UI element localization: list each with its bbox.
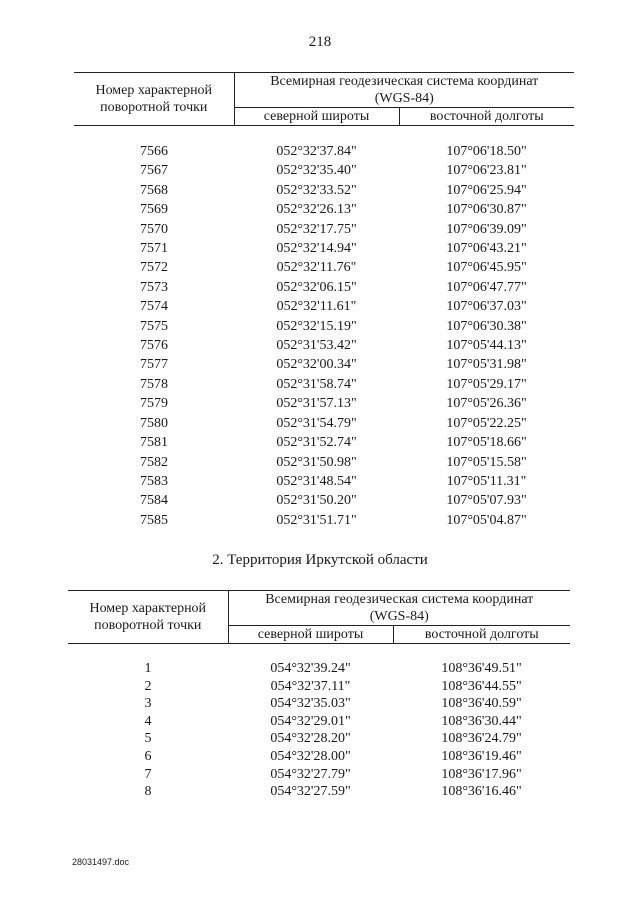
table-row bbox=[68, 695, 570, 713]
table-row bbox=[74, 297, 574, 316]
point-number-cell: 2 bbox=[144, 678, 152, 694]
longitude-cell: 107°06'47.77" bbox=[446, 279, 527, 295]
latitude-cell: 052°32'26.13" bbox=[276, 202, 357, 218]
coordinate-system-header-line-2: (WGS-84) bbox=[374, 91, 434, 106]
document-filename: 28031497.doc bbox=[72, 857, 130, 867]
table-row bbox=[68, 660, 570, 678]
longitude-cell: 108°36'16.46" bbox=[441, 784, 522, 800]
table-row bbox=[68, 713, 570, 731]
point-number-cell: 3 bbox=[144, 696, 152, 712]
longitude-cell: 108°36'49.51" bbox=[441, 661, 522, 676]
latitude-cell: 052°32'17.75" bbox=[276, 221, 357, 237]
table-row bbox=[74, 181, 574, 200]
latitude-cell: 052°32'15.19" bbox=[276, 318, 357, 334]
table-row bbox=[68, 783, 570, 801]
point-number-cell: 7585 bbox=[140, 512, 168, 528]
table-row bbox=[74, 200, 574, 219]
point-number-cell: 7573 bbox=[140, 279, 168, 295]
longitude-header: восточной долготы bbox=[399, 108, 574, 126]
longitude-cell: 107°06'39.09" bbox=[446, 221, 527, 237]
latitude-cell: 052°31'54.79" bbox=[276, 415, 357, 431]
longitude-cell: 108°36'19.46" bbox=[441, 748, 522, 764]
point-number-cell: 7569 bbox=[140, 202, 168, 218]
longitude-cell: 108°36'24.79" bbox=[441, 731, 522, 747]
point-number-cell: 8 bbox=[144, 784, 152, 800]
point-number-header-line-2: поворотной точки bbox=[100, 100, 208, 115]
coordinate-system-header bbox=[234, 73, 574, 108]
table-row bbox=[68, 730, 570, 748]
table-row bbox=[74, 375, 574, 394]
latitude-cell: 052°31'58.74" bbox=[276, 376, 357, 392]
longitude-cell: 107°05'31.98" bbox=[446, 357, 527, 373]
table-row bbox=[74, 433, 574, 452]
latitude-cell: 054°32'35.03" bbox=[270, 696, 351, 712]
longitude-cell: 107°06'18.50" bbox=[446, 144, 527, 159]
table-row bbox=[74, 472, 574, 491]
table-row bbox=[74, 453, 574, 472]
latitude-cell: 052°31'52.74" bbox=[276, 435, 357, 451]
latitude-cell: 052°31'48.54" bbox=[276, 473, 357, 489]
point-number-cell: 5 bbox=[144, 731, 152, 747]
latitude-cell: 052°32'35.40" bbox=[276, 163, 357, 179]
point-number-cell: 7576 bbox=[140, 338, 168, 354]
longitude-cell: 108°36'30.44" bbox=[441, 713, 522, 729]
longitude-cell: 107°05'44.13" bbox=[446, 338, 527, 354]
latitude-cell: 052°31'51.71" bbox=[276, 512, 357, 528]
table-row bbox=[68, 678, 570, 696]
longitude-cell: 107°05'15.58" bbox=[446, 454, 527, 470]
coordinate-system-header-line-1: Всемирная геодезическая система координат bbox=[265, 592, 534, 607]
latitude-cell: 052°32'11.61" bbox=[276, 299, 357, 315]
point-number-cell: 7582 bbox=[140, 454, 168, 470]
longitude-cell: 107°06'25.94" bbox=[446, 182, 527, 198]
latitude-cell: 052°31'53.42" bbox=[276, 338, 357, 354]
latitude-cell: 054°32'28.00" bbox=[270, 748, 351, 764]
table-row bbox=[74, 414, 574, 433]
point-number-cell: 7578 bbox=[140, 376, 168, 392]
point-number-cell: 7568 bbox=[140, 182, 168, 198]
table-row bbox=[74, 278, 574, 297]
latitude-cell: 052°32'11.76" bbox=[276, 260, 357, 276]
longitude-cell: 107°06'23.81" bbox=[446, 163, 527, 179]
latitude-cell: 052°31'50.20" bbox=[276, 493, 357, 509]
table-row bbox=[74, 142, 574, 161]
coordinate-system-header-line-1: Всемирная геодезическая система координат bbox=[270, 74, 539, 89]
longitude-cell: 108°36'17.96" bbox=[441, 766, 522, 782]
longitude-cell: 107°05'04.87" bbox=[446, 512, 527, 528]
point-number-cell: 7580 bbox=[140, 415, 168, 431]
longitude-cell: 107°06'30.87" bbox=[446, 202, 527, 218]
latitude-header: северной широты bbox=[228, 626, 393, 644]
longitude-cell: 107°06'30.38" bbox=[446, 318, 527, 334]
table-body bbox=[68, 644, 570, 801]
table-row bbox=[68, 748, 570, 766]
latitude-cell: 052°32'33.52" bbox=[276, 182, 357, 198]
section-title: 2. Территория Иркутской области bbox=[212, 552, 428, 568]
longitude-cell: 107°06'43.21" bbox=[446, 241, 527, 257]
latitude-cell: 054°32'27.79" bbox=[270, 766, 351, 782]
coordinates-table-1 bbox=[74, 72, 574, 530]
table-row bbox=[74, 336, 574, 355]
page-number: 218 bbox=[308, 34, 332, 50]
point-number-cell: 7584 bbox=[140, 493, 168, 509]
coordinate-system-header-line-2: (WGS-84) bbox=[369, 609, 429, 624]
latitude-cell: 052°32'14.94" bbox=[276, 241, 357, 257]
table-row bbox=[74, 258, 574, 277]
table-row bbox=[74, 239, 574, 258]
point-number-header bbox=[74, 73, 234, 126]
longitude-cell: 107°06'45.95" bbox=[446, 260, 527, 276]
latitude-cell: 052°31'57.13" bbox=[276, 396, 357, 412]
latitude-cell: 052°32'00.34" bbox=[276, 357, 357, 373]
longitude-cell: 107°05'29.17" bbox=[446, 376, 527, 392]
latitude-cell: 054°32'27.59" bbox=[270, 784, 351, 800]
point-number-cell: 7574 bbox=[140, 299, 168, 315]
point-number-header-line-1: Номер характерной bbox=[89, 601, 207, 616]
point-number-cell: 7579 bbox=[140, 396, 168, 412]
point-number-cell: 7583 bbox=[140, 473, 168, 489]
point-number-cell: 7571 bbox=[140, 241, 168, 257]
point-number-cell: 7572 bbox=[140, 260, 168, 276]
point-number-cell: 7566 bbox=[140, 144, 168, 159]
latitude-cell: 052°32'06.15" bbox=[276, 279, 357, 295]
coordinates-table-2 bbox=[68, 590, 570, 801]
point-number-header bbox=[68, 591, 228, 644]
point-number-cell: 7575 bbox=[140, 318, 168, 334]
longitude-cell: 107°05'07.93" bbox=[446, 493, 527, 509]
point-number-cell: 1 bbox=[144, 661, 152, 676]
point-number-cell: 4 bbox=[144, 713, 152, 729]
latitude-cell: 052°32'37.84" bbox=[276, 144, 357, 159]
table-row bbox=[68, 766, 570, 784]
table-row bbox=[74, 394, 574, 413]
point-number-cell: 7567 bbox=[140, 163, 168, 179]
point-number-cell: 6 bbox=[144, 748, 152, 764]
coordinate-system-header bbox=[228, 591, 570, 626]
latitude-cell: 054°32'39.24" bbox=[270, 661, 351, 676]
latitude-cell: 054°32'29.01" bbox=[270, 713, 351, 729]
table-row bbox=[74, 491, 574, 510]
table-row bbox=[74, 511, 574, 530]
point-number-header-line-1: Номер характерной bbox=[95, 83, 213, 98]
longitude-cell: 108°36'44.55" bbox=[441, 678, 522, 694]
point-number-header-line-2: поворотной точки bbox=[94, 618, 202, 633]
longitude-cell: 108°36'40.59" bbox=[441, 696, 522, 712]
point-number-cell: 7581 bbox=[140, 435, 168, 451]
longitude-cell: 107°05'11.31" bbox=[446, 473, 527, 489]
table-row bbox=[74, 355, 574, 374]
table-row bbox=[74, 161, 574, 180]
table-row bbox=[74, 220, 574, 239]
longitude-cell: 107°05'18.66" bbox=[446, 435, 527, 451]
latitude-cell: 052°31'50.98" bbox=[276, 454, 357, 470]
latitude-cell: 054°32'28.20" bbox=[270, 731, 351, 747]
latitude-cell: 054°32'37.11" bbox=[270, 678, 351, 694]
longitude-cell: 107°05'22.25" bbox=[446, 415, 527, 431]
point-number-cell: 7 bbox=[144, 766, 152, 782]
latitude-header: северной широты bbox=[234, 108, 399, 126]
longitude-header: восточной долготы bbox=[393, 626, 570, 644]
point-number-cell: 7577 bbox=[140, 357, 168, 373]
table-row bbox=[74, 317, 574, 336]
longitude-cell: 107°06'37.03" bbox=[446, 299, 527, 315]
table-body bbox=[74, 126, 574, 531]
longitude-cell: 107°05'26.36" bbox=[446, 396, 527, 412]
point-number-cell: 7570 bbox=[140, 221, 168, 237]
